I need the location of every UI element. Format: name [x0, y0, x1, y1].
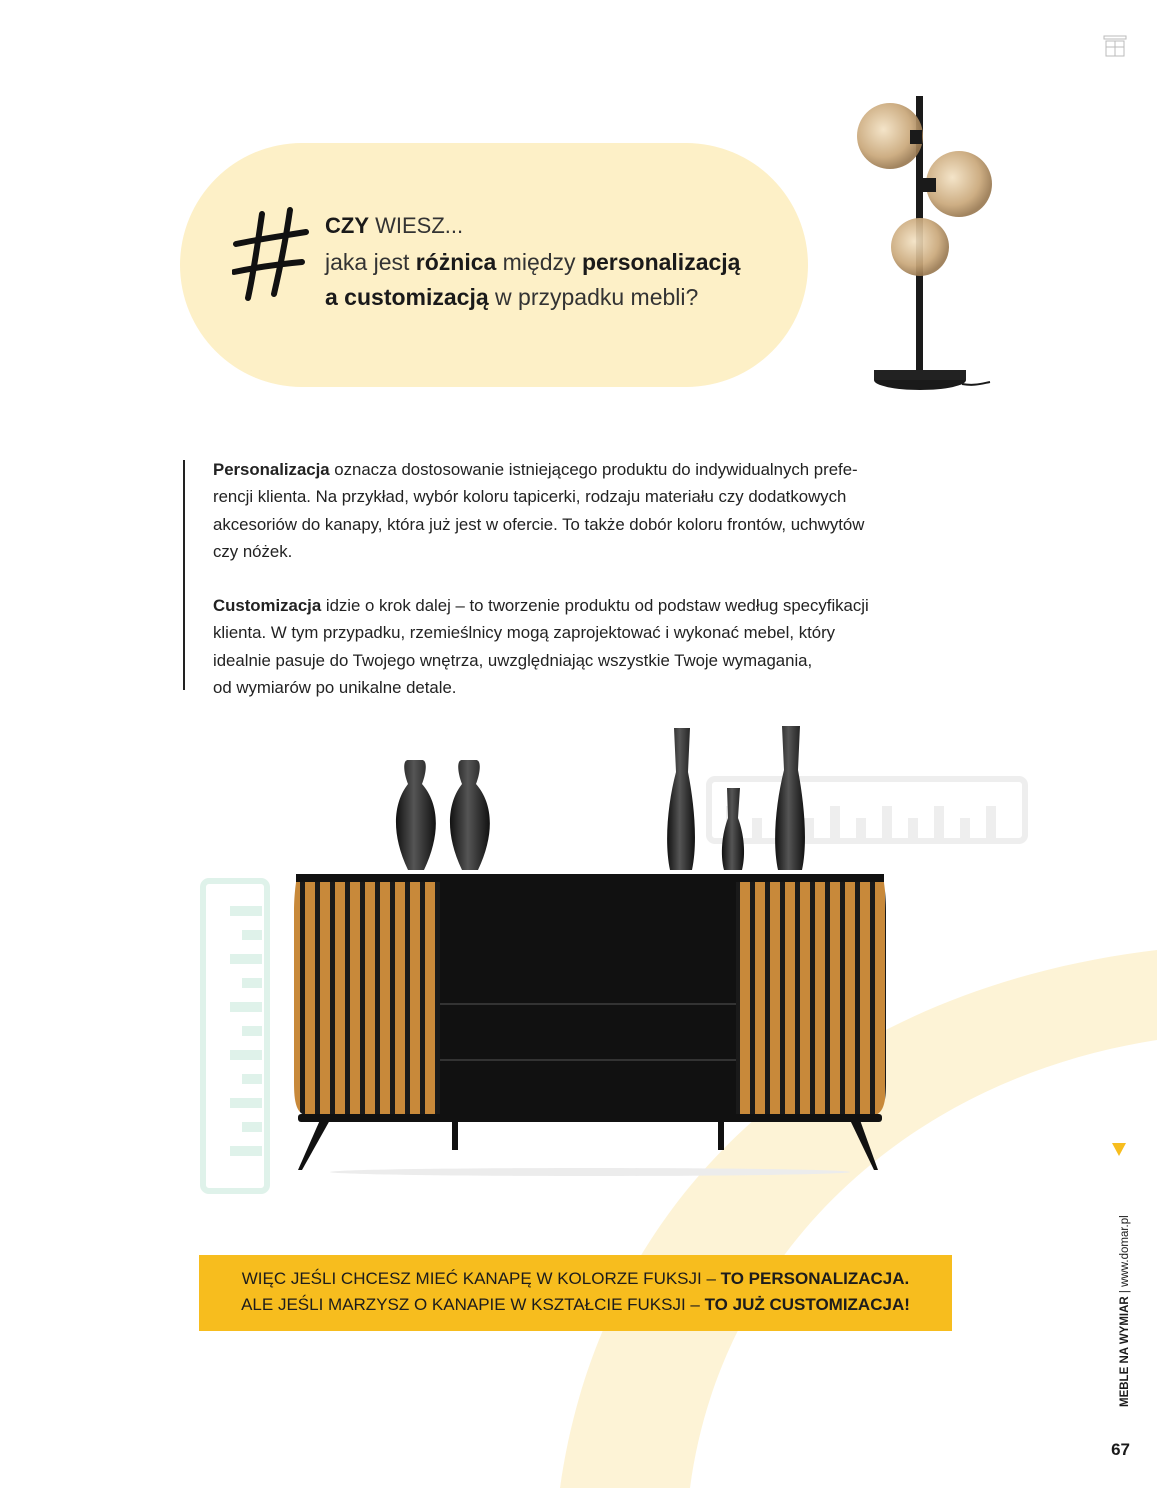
decorative-ruler-vertical: [200, 878, 270, 1194]
header-text: jaka jest: [325, 249, 416, 275]
paragraph-text: od wymiarów po unikalne detale.: [213, 677, 457, 697]
sidebar-vertical-text: [1118, 1177, 1132, 1407]
header-bold-text: personalizacją: [581, 249, 741, 275]
banner-line-2: [199, 1294, 952, 1316]
paragraph-text: oznacza dostosowanie istniejącego produktu do indywidualnych prefe-: [329, 460, 858, 479]
sidebar-url: www.domar.pl: [1119, 1215, 1131, 1287]
header-line-3: [325, 282, 698, 312]
paragraph-text: idealnie pasuje do Twojego wnętrza, uwzględniając wszystkie Twoje wymagania,: [213, 650, 813, 670]
paragraph-text: czy nóżek.: [213, 541, 293, 561]
header-line-1: [325, 212, 463, 240]
term-personalizacja: Personalizacja: [213, 460, 330, 479]
term-customizacja: Customizacja: [213, 596, 322, 615]
paragraph-text: klienta. W tym przypadku, rzemieślnicy mogą zaprojektować i wykonać mebel, który: [213, 623, 836, 643]
hashtag-icon: [232, 206, 310, 302]
banner-bold-text: TO JUŻ CUSTOMIZACJA!: [704, 1295, 910, 1314]
banner-line-1: [199, 1268, 952, 1290]
sidebar-separator: |: [1119, 1286, 1131, 1297]
paragraph-personalization: [213, 456, 973, 565]
paragraph-text: rencji klienta. Na przykład, wybór koloru tapicerki, rodzaju materiału czy dodatkowych: [213, 487, 847, 507]
header-text: między: [496, 249, 582, 275]
header-czy: CZY: [325, 213, 369, 238]
header-bold-text: a customizacją: [325, 284, 489, 310]
sidebar-section-title: MEBLE NA WYMIAR: [1119, 1296, 1131, 1407]
banner-text: ALE JEŚLI MARZYSZ O KANAPIE W KSZTAŁCIE FUKSJI –: [241, 1295, 705, 1314]
paragraph-text: idzie o krok dalej – to tworzenie produktu od podstaw według specyfikacji: [321, 596, 869, 615]
magazine-logo-icon: [1102, 33, 1128, 59]
paragraph-customization: [213, 592, 973, 701]
banner-text: WIĘC JEŚLI CHCESZ MIEĆ KANAPĘ W KOLORZE FUKSJI –: [241, 1269, 721, 1288]
summary-banner: [199, 1255, 952, 1331]
header-wiesz: WIESZ...: [369, 213, 464, 238]
floor-lamp-image: [850, 92, 1000, 402]
triangle-marker-icon: [1111, 1141, 1127, 1157]
page-number: 67: [1111, 1440, 1130, 1459]
banner-bold-text: TO PERSONALIZACJA.: [720, 1269, 910, 1288]
paragraph-text: akcesoriów do kanapy, która już jest w ofercie. To także dobór koloru frontów, uchwytów: [213, 514, 865, 534]
header-text: w przypadku mebli?: [488, 284, 699, 310]
header-bold-text: różnica: [415, 249, 497, 275]
sideboard-image: [290, 722, 890, 1177]
header-line-2: [325, 247, 740, 277]
text-divider-line: [183, 460, 185, 690]
